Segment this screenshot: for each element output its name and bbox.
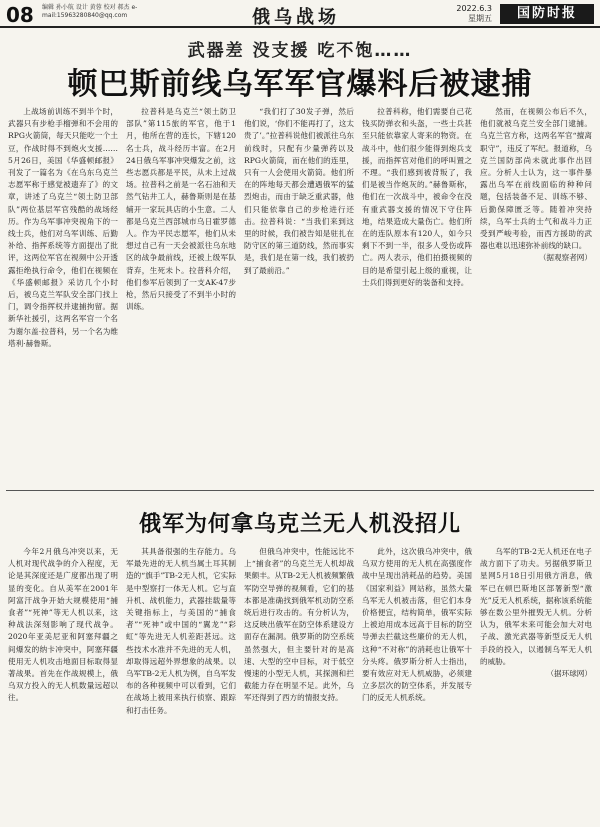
section-divider: [6, 490, 594, 491]
article2-column-5: [480, 546, 592, 821]
article1-subtitle: 武器差 没支援 吃不饱……: [187, 41, 413, 61]
article1-column-3: [244, 106, 354, 486]
article1-byline: （据观察者网）: [538, 253, 592, 263]
article1-column-4: [362, 106, 472, 486]
article1-column-5: [480, 106, 592, 486]
issue-date: [420, 4, 492, 24]
article2-paragraph: 但俄乌冲突中，性能远比不上“捕食者”的乌克兰无人机却战果颇丰。从TB-2无人机被频繁俄军防空导弹的视频看，它们的基本都是准确找到俄军机动防空系统后进行攻击的。有分析认为，这反映出俄军在防空体系建设方面存在漏洞。俄罗斯的防空系统虽然强大，但主要针对的是高速、大型的空中目标，对于低空慢速的小型无人机，其探测和拦截能力存在明显不足。此外，乌军还得到了西方的情报支持。: [244, 547, 354, 703]
article1-headline: 顿巴斯前线乌军军官爆料后被逮捕: [67, 67, 533, 102]
newspaper-logo: 国防时报: [500, 4, 594, 24]
page-number: 08: [6, 3, 34, 27]
article1-paragraph: 拉普科称，他们需要自己花钱买防弹衣和头盔，一些士兵甚至只能依靠家人寄来的物资。在战斗中，他们很少能得到炮兵支援，而指挥官对他们的呼叫置之不理。“我们感到被背叛了，我们是被当作炮灰的。”赫鲁斯称，他们在一次战斗中，被命令在没有重武器支援的情况下守住阵地，结果造成大量伤亡。他们所在的连队原本有120人，如今只剩下不到一半，很多人受伤或阵亡。两人表示，他们拍摄视频的目的是希望引起上级的重视，让士兵们得到更好的装备和支持。: [362, 107, 472, 287]
article2-column-3: [244, 546, 354, 821]
article2-byline: （据环球网）: [546, 669, 592, 679]
article1-paragraph: 然而，在视频公布后不久，他们就被乌克兰安全部门逮捕。乌克兰官方称，这两名军官“擅离职守”，违反了军纪。报道称，乌克兰国防部尚未就此事作出回应。分析人士认为，这一事件暴露出乌军在前线面临的种种问题，包括装备不足、训练不够、后勤保障匮乏等。随着冲突持续，乌军士兵的士气和战斗力正受到严峻考验，而西方援助的武器也难以迅速弥补前线的缺口。: [480, 107, 592, 251]
article1-paragraph: “我们打了30发子弹，然后他们说，‘你们不能再打了，这太贵了’。”拉普科说他们被派往乌东前线时，只配有少量弹药以及RPG火箭筒，而在他们的连里，只有一人会使用火箭筒。他们所在的阵地每天都会遭遇俄军的猛烈炮击，而由于缺乏重武器，他们只能依靠自己的步枪进行还击。拉普科说：“当我们来到这里的时候，我们被告知是驻扎在防守区的第三道防线，然而事实是，我们是在第一线，我们被扔到了最前沿。”: [244, 107, 354, 275]
article2-paragraph: 乌军的TB-2无人机还在电子战方面下了功夫。另据俄罗斯卫星网5月18日引用俄方消息，俄军已在顿巴斯地区部署新型“激光”反无人机系统，据称该系统能够在数公里外摧毁无人机。分析认为，俄军未来可能会加大对电子战、激光武器等新型反无人机手段的投入，以遏制乌军无人机的威胁。: [480, 547, 592, 666]
article2-paragraph: 此外，这次俄乌冲突中，俄乌双方使用的无人机在高强度作战中呈现出消耗品的趋势。美国《国家利益》网站称，虽然大量乌军无人机被击落，但它们本身价格便宜，结构简单，俄军实际上被迫用成本远高于目标的防空导弹去拦截这些廉价的无人机，这种“不对称”的消耗也让俄军十分头疼。俄罗斯分析人士指出，要有效应对无人机威胁，必须建立多层次的防空体系，并发展专门的反无人机系统。: [362, 547, 472, 703]
section-title: 俄乌战场: [252, 7, 340, 28]
date-value: 2022.6.3: [456, 4, 492, 13]
article2-column-1: [8, 546, 118, 821]
article1-paragraph: 拉普科是乌克兰“领土防卫部队”第115旅的军官，他于1月，他所在营的连长，下辖120名士兵，战斗经历丰富。在2月24日俄乌军事冲突爆发之前，这些志愿兵都是平民，从未上过战场。拉普科之前是一名石油和天然气钻井工人，赫鲁斯则是在基辅开一家玩具店的小生意。二人都是乌克兰西部城市乌日霍罗德人。作为平民志愿军，他们从未想过自己有一天会被派往乌东地区的战争最前线，还被上级军队背弃，生死未卜。拉普科介绍，他们参军后领到了一支AK-47步枪，然后只接受了不到半小时的训练。: [126, 107, 236, 312]
article1-column-1: [8, 106, 118, 486]
article2-headline: 俄军为何拿乌克兰无人机没招儿: [138, 512, 461, 537]
article1-column-2: [126, 106, 236, 486]
article2-paragraph: 其具备很强的生存能力。乌军最先进的无人机当属土耳其制造的“旗手”TB-2无人机，它实际是中型察打一体无人机。它与直升机、战机能力，武器挂载量等关键指标上，与美国的“捕食者”“死神”或中国的“翼龙”“彩虹”等先进无人机差距甚远。这些技术水准并不先进的无人机，却取得远超外界想象的战果。以乌军TB-2无人机为例，自乌军发布的各种视频中可以看到，它们在战场上被用来执行侦察、跟踪和打击任务。: [126, 547, 236, 715]
article2-paragraph: 今年2月俄乌冲突以来，无人机对现代战争的介入程度，无论是其深度还是广度都出现了明显的变化。自从美军在2001年阿富汗战争开始大规模使用“捕食者”“死神”等无人机以来，这种战法深刻影响了现代战争。2020年亚美尼亚和阿塞拜疆之间爆发的纳卡冲突中，阿塞拜疆使用无人机攻击地面目标取得显著战果。首先在作战规模上，俄乌双方投入的无人机数量远超以往。: [8, 547, 118, 703]
article2-column-4: [362, 546, 472, 821]
weekday: 星期五: [468, 14, 492, 23]
masthead: [0, 0, 600, 28]
editor-credits: 编辑 孙小航 设计 黄蓉 校对 郝杰 e-mail:15963280840@qq.com: [42, 4, 138, 19]
article1-paragraph: 上战场前训练不到半个时，武器只有步枪手榴弹和不会用的RPG火箭筒，每天只能吃一个土豆，作战时得不到炮火支援……5月26日，美国《华盛顿邮报》刊发了一篇名为《在乌东乌克兰志愿军称于感觉被遗弃了》的文章，讲述了乌克兰“领土防卫部队”两位基层军官残酷的战场经历。作为乌军事冲突视角下的一线士兵，他们对乌军训练、后勤补给、指挥系统等方面提出了批评，这两位军官在视频中公开透露拒绝执行命令，他们在视频在《华盛顿邮报》采访几个小时后，被乌克兰军队安全部门找上门，调令指挥权并逮捕拘留。据新华社援引，这两名军官一个名为谢尔盖·拉普科，另一个名为维塔利·赫鲁斯。: [8, 107, 118, 348]
article2-column-2: [126, 546, 236, 821]
